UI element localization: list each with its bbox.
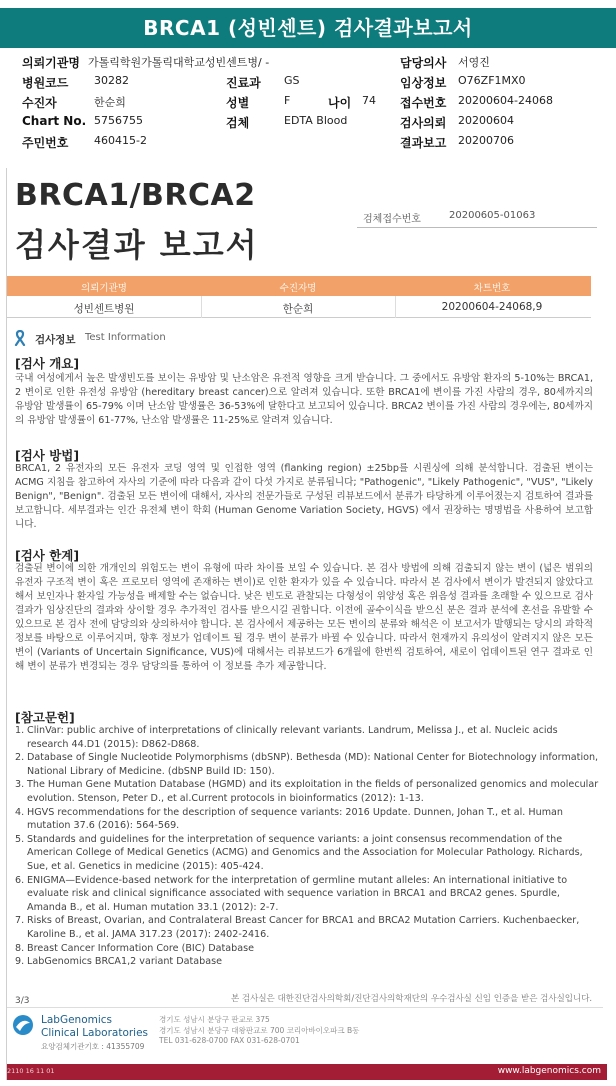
reference-item: 9. LabGenomics BRCA1,2 variant Database	[15, 956, 222, 968]
request-value: 20200604	[458, 114, 514, 127]
website-link[interactable]: www.labgenomics.com	[497, 1066, 601, 1076]
hospital-code-label: 병원코드	[22, 76, 69, 90]
report-value: 20200706	[458, 134, 514, 147]
receipt-value: 20200604-24068	[458, 94, 553, 107]
patient-label: 수진자	[22, 96, 57, 110]
request-label: 검사의뢰	[400, 116, 447, 130]
table-header-cell: 차트번호	[473, 283, 511, 294]
reference-item: 7. Risks of Breast, Ovarian, and Contralateral Breast Cancer for BRCA1 and BRCA2 Mutation Carriers. Kuchenbaecker, Karoline B., et al. JAMA 317.23 (2017): 2402-2416.	[15, 915, 580, 940]
sex-label: 성별	[226, 96, 250, 110]
chart-value: 5756755	[94, 114, 143, 127]
info-row-4	[22, 114, 602, 134]
clinical-value: O76ZF1MX0	[458, 74, 526, 87]
info-table-header	[7, 276, 591, 296]
table-header-cell: 의뢰기관명	[81, 283, 127, 294]
report-title: BRCA1 (성빈센트) 검사결과보고서	[0, 8, 616, 48]
institution-value: 가톨릭학원가톨릭대학교성빈센트병/ -	[88, 56, 270, 69]
ribbon-icon	[13, 330, 27, 346]
clinical-label: 임상정보	[400, 76, 447, 90]
specimen-label: 검체	[226, 116, 250, 130]
specimen-receipt-label: 검체접수번호	[363, 214, 421, 225]
table-header-cell: 수진자명	[279, 283, 317, 294]
patient-value: 한순희	[94, 96, 126, 109]
doctor-label: 담당의사	[400, 56, 447, 70]
reference-item: 3. The Human Gene Mutation Database (HGMD) and its exploitation in the fields of personalized genomics and molecular evolution. Stenson, Peter D., et al.Current protocols in bioinformatics (2012): 1-13.	[15, 779, 599, 804]
document-title-line2: 검사결과 보고서	[15, 226, 259, 264]
overview-heading: [검사 개요]	[15, 356, 80, 371]
reference-item: 4. HGVS recommendations for the description of sequence variants: 2016 Update. Dunnen, Johan T., et al. Human mutation 37.6 (2016): 564-569.	[15, 806, 564, 832]
info-row-2	[22, 74, 602, 94]
institution-label: 의뢰기관명	[22, 56, 80, 70]
print-timestamp: 2110 16 11 01	[7, 1067, 55, 1075]
resident-label: 주민번호	[22, 136, 69, 150]
limit-heading: [검사 한계]	[15, 548, 80, 563]
department-value: GS	[284, 74, 300, 87]
address-line-2: 경기도 성남시 분당구 대왕판교로 700 코리아바이오파크 B동	[159, 1026, 360, 1035]
address-line-1: 경기도 성남시 분당구 판교로 375	[159, 1015, 270, 1024]
specimen-receipt	[357, 204, 597, 228]
department-label: 진료과	[226, 76, 261, 90]
section-label: 검사정보	[35, 334, 76, 346]
brand-subtitle: Clinical Laboratories	[41, 1027, 149, 1039]
reference-item: 2. Database of Single Nucleotide Polymorphisms (dbSNP). Bethesda (MD): National Center for Biotechnology information, National Library of Medicine. (dbSNP Build ID: 150).	[15, 752, 599, 777]
reference-item: 8. Breast Cancer Information Core (BIC) Database	[15, 942, 254, 954]
labgenomics-logo-icon	[11, 1014, 35, 1036]
limit-text: 검출된 변이에 의한 개개인의 위험도는 변이 유형에 따라 차이를 보일 수 있습니다. 본 검사 방법에 의해 검출되지 않는 변이 (넓은 범위의 유전자 구조적 변이 혹은 프로모터 영역에 존재하는 변이)로 인한 환자가 있을 수 있습니다. 따라서 본 검사에서 변이가 발견되지 않았다고 해서 보인자나 환자일 가능성을 배제할 수는 없습니다. 낮은 빈도로 관찰되는 다형성이 위양성 혹은 위음성 결과를 초래할 수 있으므로 검사 결과가 임상진단의 결과와 상이할 경우 추가적인 검사를 받으시길 권합니다. 이전에 골수이식을 받으신 분은 결과 분석에 혼선을 유발할 수 있으므로 본 검사 전에 담당의와 상의하셔야 합니다. 본 검사에서 제공하는 모든 변이의 분류와 해석은 이 보고서가 발행되는 당시의 과학적 정보를 바탕으로 이루어지며, 향후 정보가 업데이트 될 경우 변이 분류가 바뀔 수 있습니다. 따라서 현재까지 유의성이 알려지지 않은 모든 변이 (Variants of Uncertain Significance, VUS)에 대해서는 리뷰보드가 6개월에 한번씩 검토하여, 새로이 업데이트된 연구 결과로 인해 변이 분류가 변경되는 경우 담당의를 통하여 이 정보를 추가 제공합니다.	[15, 563, 593, 672]
sex-value: F	[284, 94, 291, 107]
resident-value: 460415-2	[94, 134, 147, 147]
reference-item: 6. ENIGMA—Evidence-based network for the interpretation of germline mutant alleles: An international initiative to evaluate risk and clinical significance associated with sequence variation in BRCA1 and BRCA2 genes. Spurdle, Amanda B., et al. Human mutation 33.1 (2012): 2-7.	[15, 874, 568, 913]
table-divider	[395, 296, 396, 318]
info-row-5	[22, 134, 602, 154]
method-text: BRCA1, 2 유전자의 모든 유전자 코딩 영역 및 인접한 영역 (flanking region) ±25bp를 시퀀싱에 의해 분석합니다. 검출된 변이는 ACMG 지침을 참고하여 자사의 기준에 따라 다음과 같이 다섯 가지로 분류됩니다; "Pathogenic", "Likely Pathogenic", "VUS", "Likely Benign", "Benign". 검출된 모든 변이에 대해서, 자사의 전문가들로 구성된 리뷰보드에서 분류가 타당하게 이루어졌는지 검토하여 결과를 보고합니다. 세부결과는 인간 유전체 변이 학회 (Human Genome Variation Society, HGVS) 에서 권장하는 명명법을 사용하여 보고합니다.	[15, 463, 593, 530]
age-label: 나이	[328, 96, 352, 110]
scanned-report-page	[6, 168, 610, 1080]
patient-info-block	[22, 54, 602, 154]
table-cell: 20200604-24068,9	[441, 301, 543, 313]
age-value: 74	[362, 94, 376, 107]
hospital-code-value: 30282	[94, 74, 129, 87]
references-list	[15, 724, 599, 969]
method-heading: [검사 방법]	[15, 448, 80, 463]
section-label-en: Test Information	[85, 332, 166, 343]
specimen-value: EDTA Blood	[284, 114, 348, 127]
specimen-receipt-number: 20200605-01063	[449, 210, 536, 221]
chart-label: Chart No.	[22, 114, 87, 128]
contact-line: TEL 031-628-0700 FAX 031-628-0701	[159, 1036, 300, 1045]
report-label: 결과보고	[400, 136, 447, 150]
receipt-label: 접수번호	[400, 96, 447, 110]
info-table-row	[7, 296, 591, 318]
accreditation-note: 본 검사실은 대한진단검사의학회/진단검사의학재단의 우수검사실 신임 인증을 받은 검사실입니다.	[231, 994, 593, 1004]
brand-name: LabGenomics	[41, 1014, 113, 1026]
info-row-1	[22, 54, 602, 74]
footer-divider	[7, 1007, 603, 1008]
footer-bar	[7, 1064, 607, 1080]
overview-text: 국내 여성에게서 높은 발생빈도를 보이는 유방암 및 난소암은 유전적 영향을 크게 받습니다. 그 중에서도 유방암 환자의 5-10%는 BRCA1, 2 변이로 인한 유전성 유방암 (hereditary breast cancer)으로 알려져 있습니다. 또한 BRCA1에 변이를 가진 사람의 경우, 80세까지의 유방암 발생률이 65-79% 이며 난소암 발생률은 36-53%에 달한다고 보고되어 있습니다. BRCA2 변이를 가진 사람의 경우에는, 80세까지의 유방암 발생률이 61-77%, 난소암 발생률은 11-25%로 알려져 있습니다.	[15, 373, 593, 426]
table-cell: 성빈센트병원	[73, 303, 135, 315]
table-cell: 한순희	[282, 303, 314, 315]
institution-code: 요양검체기관기호 : 41355709	[41, 1042, 145, 1051]
table-divider	[201, 296, 202, 318]
page-number: 3/3	[15, 996, 30, 1006]
document-title-line1: BRCA1/BRCA2	[15, 178, 256, 213]
references-heading: [참고문헌]	[15, 710, 75, 725]
doctor-value: 서영진	[458, 56, 490, 69]
reference-item: 1. ClinVar: public archive of interpretations of clinically relevant variants. Landrum, Melissa J., et al. Nucleic acids research 44.D1 (2015): D862-D868.	[15, 725, 558, 750]
info-row-3	[22, 94, 602, 114]
reference-item: 5. Standards and guidelines for the interpretation of sequence variants: a joint consensus recommendation of the American College of Medical Genetics (ACMG) and Genomics and the Association for Molecular Pathology. Richards, Sue, et al. Genetics in medicine (2015): 405-424.	[15, 833, 583, 872]
